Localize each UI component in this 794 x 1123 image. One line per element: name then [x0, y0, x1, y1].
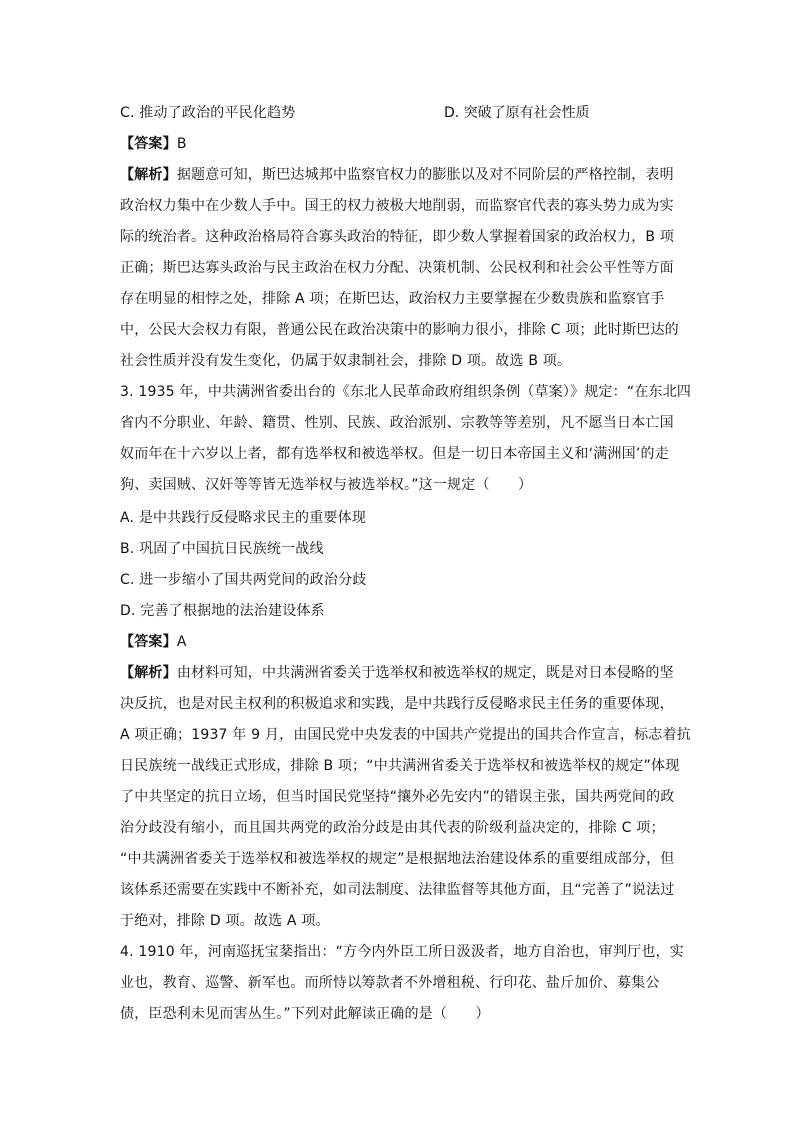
q2-option-c: C. 推动了政治的平民化趋势: [120, 105, 296, 121]
q2-analysis-line: 社会性质并没有发生变化，仍属于奴隶制社会，排除 D 项。故选 B 项。: [120, 353, 572, 369]
q3-analysis-line: 于绝对，排除 D 项。故选 A 项。: [120, 913, 330, 929]
q3-stem-line: 省内不分职业、年龄、籍贯、性别、民族、政治派别、宗教等等差别，凡不愿当日本亡国: [120, 415, 674, 431]
q3-analysis-line: 了中共坚定的抗日立场，但当时国民党坚持“攘外必先安内”的错误主张，国共两党间的政: [120, 789, 675, 805]
q2-analysis-line: 正确；斯巴达寡头政治与民主政治在权力分配、决策机制、公民权利和社会公平性等方面: [120, 260, 674, 276]
answer-value: B: [176, 136, 187, 152]
q3-analysis-line: A 项正确；1937 年 9 月，由国民党中央发表的中国共产党提出的国共合作宣言，标志着抗: [120, 727, 691, 743]
q4-stem-line: 业也，教育、巡警、新军也。而所恃以筹款者不外增租税、行印花、盐斤加价、募集公: [120, 975, 660, 991]
answer-tag: 【答案】: [120, 136, 177, 152]
analysis-text: 据题意可知，斯巴达城邦中监察官权力的膨胀以及对不同阶层的严格控制，表明: [176, 167, 674, 183]
q3-option-c: C. 进一步缩小了国共两党间的政治分歧: [120, 572, 367, 588]
q3-stem-line: 狗、卖国贼、汉奸等等皆无选举权与被选举权。”这一规定（ ）: [120, 477, 533, 493]
analysis-tag: 【解析】: [120, 665, 177, 681]
q3-analysis-line: [120, 664, 680, 682]
q3-analysis-line: 该体系还需要在实践中不断补充，如司法制度、法律监督等其他方面，且“完善了”说法过: [120, 882, 675, 898]
q2-option-d: D. 突破了原有社会性质: [444, 105, 590, 121]
q3-answer: [120, 633, 680, 651]
q3-option-a: A. 是中共践行反侵略求民主的重要体现: [120, 510, 367, 526]
q4-stem-line: 4. 1910 年，河南巡抚宝棻指出：“方今内外臣工所日汲汲者，地方自治也，审判厅也，实: [120, 944, 684, 960]
q3-option-b: B. 巩固了中国抗日民族统一战线: [120, 541, 324, 557]
q3-stem-line: 3. 1935 年，中共满洲省委出台的《东北人民革命政府组织条例（草案）》规定：“在东北四: [120, 384, 692, 400]
q2-analysis-line: 存在明显的相悖之处，排除 A 项；在斯巴达，政治权力主要掌握在少数贵族和监察官手: [120, 291, 665, 307]
q2-answer: [120, 135, 680, 153]
q4-stem-line: 债，臣恐利未见而害丛生。”下列对此解读正确的是（ ）: [120, 1006, 490, 1022]
q3-analysis-line: 治分歧没有缩小，而且国共两党的政治分歧是由其代表的阶级利益决定的，排除 C 项；: [120, 820, 665, 836]
answer-tag: 【答案】: [120, 634, 177, 650]
answer-value: A: [176, 634, 187, 650]
q2-analysis-line: 际的统治者。这种政治格局符合寡头政治的特征，即少数人掌握着国家的政治权力，B 项: [120, 229, 675, 245]
analysis-text: 由材料可知，中共满洲省委关于选举权和被选举权的规定，既是对日本侵略的坚: [176, 665, 674, 681]
q3-option-d: D. 完善了根据地的法治建设体系: [120, 603, 325, 619]
q3-analysis-line: 日民族统一战线正式形成，排除 B 项；“中共满洲省委关于选举权和被选举权的规定”体现: [120, 758, 680, 774]
analysis-tag: 【解析】: [120, 167, 177, 183]
q3-analysis-line: “中共满洲省委关于选举权和被选举权的规定”是根据地法治建设体系的重要组成部分，但: [120, 851, 675, 867]
q3-stem-line: 奴而年在十六岁以上者，都有选举权和被选举权。但是一切日本帝国主义和‘满洲国’的走: [120, 446, 669, 462]
q2-analysis-line: 中，公民大会权力有限，普通公民在政治决策中的影响力很小，排除 C 项；此时斯巴达的: [120, 322, 679, 338]
q3-analysis-line: 决反抗，也是对民主权利的积极追求和实践，是中共践行反侵略求民主任务的重要体现，: [120, 696, 674, 712]
q2-analysis-line: 政治权力集中在少数人手中。国王的权力被极大地削弱，而监察官代表的寡头势力成为实: [120, 198, 674, 214]
q2-analysis-line: [120, 166, 680, 184]
